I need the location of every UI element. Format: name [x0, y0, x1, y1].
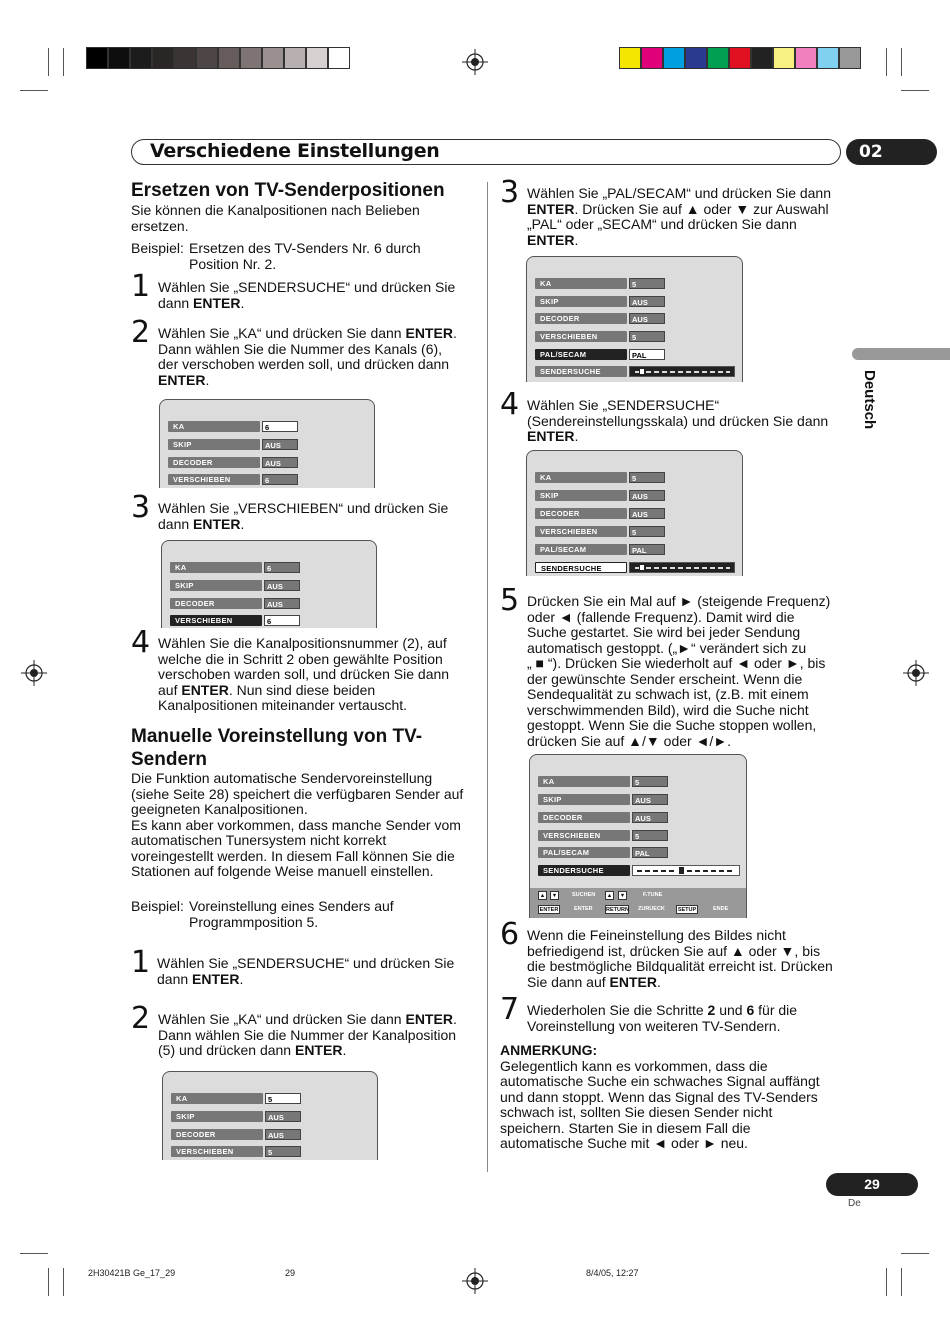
step-text: Wählen Sie „VERSCHIEBEN“ und drücken Sie dann ENTER. [158, 500, 449, 532]
step-text: Wählen Sie „KA“ und drücken Sie dann ENTER. Dann wählen Sie die Nummer des Kanals (6), der verschoben werden soll, und drücken dann ENTER. [158, 325, 457, 388]
step-number: 4 [500, 387, 520, 422]
registration-mark-icon [462, 49, 488, 75]
osd-screen: KA 6 SKIP AUS DECODER AUS VERSCHIEBEN 6 [159, 399, 375, 488]
page-title: Verschiedene Einstellungen [150, 140, 440, 162]
page-number: 29 [826, 1173, 918, 1196]
step-number: 6 [500, 917, 520, 952]
step-number: 7 [500, 992, 520, 1027]
step-text: Wählen Sie „SENDERSUCHE“ und drücken Sie dann ENTER. [157, 955, 455, 987]
example-text: Position Nr. 2. [189, 256, 277, 272]
intro-text: Sie können die Kanalpositionen nach Belieben ersetzen. [131, 202, 420, 234]
step-text: Wählen Sie „KA“ und drücken Sie dann ENTER. Dann wählen Sie die Nummer der Kanalposition (5) und drücken dann ENTER. [158, 1011, 457, 1058]
example-text: Voreinstellung eines Senders auf [189, 898, 394, 914]
example-text: Ersetzen des TV-Senders Nr. 6 durch [189, 240, 421, 256]
registration-mark-icon [21, 660, 47, 686]
step-number: 3 [500, 175, 520, 210]
section-title: Manuelle Voreinstellung von TV- Sendern [131, 726, 423, 770]
step-text: Wählen Sie „SENDERSUCHE“ und drücken Sie dann ENTER. [158, 279, 456, 311]
step-number: 5 [500, 583, 520, 618]
example-label: Beispiel: [131, 898, 184, 914]
section-text: Die Funktion automatische Sendervoreinstellung (siehe Seite 28) speichert die verfügbaren Sender auf geeigneten Kanalpositionen. Es kann aber vorkommen, dass manche Sender vom automatischen Tunersystem nicht korrekt voreingestellt werden. In diesem Fall können Sie die Stationen auf folgende Weise manuell einstellen. [131, 770, 464, 879]
osd-screen: KA 5 SKIP AUS DECODER AUS VERSCHIEBEN 5 PAL/SECAM PAL SENDERSUCHE [526, 450, 743, 576]
language-code: De [848, 1198, 861, 1209]
language-tab-bar [852, 348, 950, 360]
doc-page: 29 [285, 1268, 296, 1278]
example-label: Beispiel: [131, 240, 184, 256]
step-number: 2 [131, 1001, 151, 1036]
osd-key-guide: ▲ ▼ SUCHEN ▲ ▼ F.TUNE ENTER ENTER RETURN ZURUECK SETUP ENDE [530, 888, 746, 918]
color-bar [619, 47, 861, 69]
step-text: Wählen Sie die Kanalpositionsnummer (2), auf welche die in Schritt 2 oben gewählte Position verschoben warden soll, und drücken Sie dann auf ENTER. Nun sind diese beiden Kanalpositionen miteinander vertauscht. [158, 635, 450, 713]
step-text: Wiederholen Sie die Schritte 2 und 6 für die Voreinstellung von weiteren TV-Sendern. [527, 1002, 798, 1034]
step-number: 2 [131, 315, 151, 350]
doc-id: 2H30421B Ge_17_29 [88, 1268, 176, 1278]
registration-mark-icon [903, 660, 929, 686]
column-divider [487, 182, 488, 1172]
note: ANMERKUNG: Gelegentlich kann es vorkommen, dass die automatische Suche ein schwaches Signal auffängt und dann stoppt. Wenn das Signal des TV-Senders schwach ist, sollten Sie diesen Sender nicht speichern. Starten Sie in diesem Fall die automatische Suche mit ◄ oder ► neu. [500, 1042, 820, 1151]
step-number: 1 [131, 945, 151, 980]
language-label: Deutsch [861, 370, 878, 430]
step-text: Wählen Sie „SENDERSUCHE“ (Sendereinstellungsskala) und drücken Sie dann ENTER. [527, 397, 829, 444]
step-text: Wenn die Feineinstellung des Bildes nicht befriedigend ist, drücken Sie auf ▲ oder ▼, bis die bestmögliche Bildqualität erreicht ist. Drücken Sie dann auf ENTER. [527, 927, 833, 990]
step-number: 4 [131, 625, 151, 660]
section-title: Ersetzen von TV-Senderpositionen [131, 180, 445, 201]
osd-screen: KA 5 SKIP AUS DECODER AUS VERSCHIEBEN 5 [162, 1071, 378, 1160]
osd-screen: KA 5 SKIP AUS DECODER AUS VERSCHIEBEN 5 PAL/SECAM PAL SENDERSUCHE [526, 256, 743, 382]
step-text: Wählen Sie „PAL/SECAM“ und drücken Sie dann ENTER. Drücken Sie auf ▲ oder ▼ zur Auswahl „PAL“ oder „SECAM“ und drücken Sie dann ENTER. [527, 185, 832, 248]
osd-screen: KA 6 SKIP AUS DECODER AUS VERSCHIEBEN 6 [161, 540, 377, 628]
chapter-tab: 02 [846, 139, 937, 165]
step-text: Drücken Sie ein Mal auf ► (steigende Frequenz) oder ◄ (fallende Frequenz). Damit wird die Suche gestartet. Sie wird bei jeder Sendung automatisch gestoppt. („►“ verändert sich zu „ ■ “). Drücken Sie wiederholt auf ◄ oder ►, bis der gewünschte Sender erscheint. Wenn die Sendequalität zu schwach ist, (z.B. mit einem verschwimmenden Bild), wird die Suche nicht gestoppt. Wenn Sie die Suche stoppen wollen, drücken Sie auf ▲/▼ oder ◄/►. [527, 593, 831, 749]
osd-screen: KA 5 SKIP AUS DECODER AUS VERSCHIEBEN 5 PAL/SECAM PAL SENDERSUCHE ▲ ▼ SUCHEN ▲ ▼ F.TUNE ENTER ENTER RETURN ZURUECK SETUP ENDE [529, 754, 747, 918]
doc-date: 8/4/05, 12:27 [586, 1268, 639, 1278]
grayscale-bar [86, 47, 350, 69]
step-number: 3 [131, 490, 151, 525]
registration-mark-icon [462, 1268, 488, 1294]
step-number: 1 [131, 269, 151, 304]
example-text: Programmposition 5. [189, 914, 319, 930]
